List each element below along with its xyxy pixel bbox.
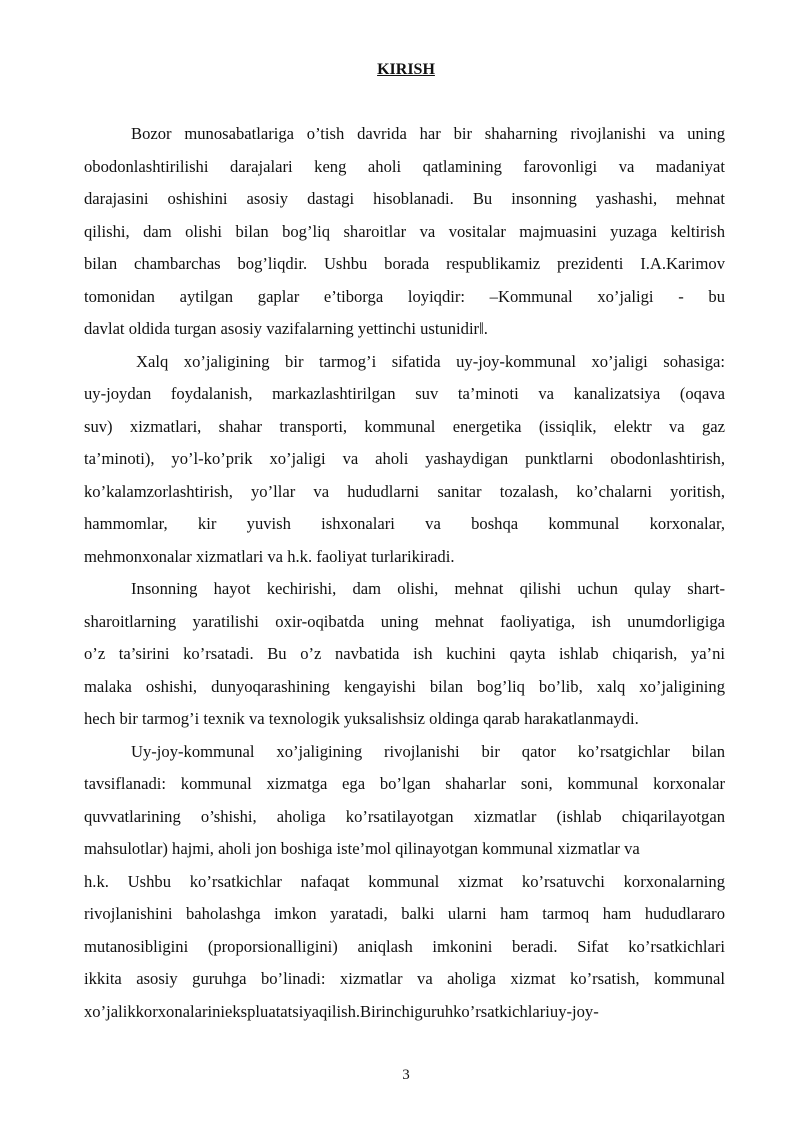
text-line: darajasini oshishini asosiy dastagi hisoblanadi. Bu insonning yashashi, mehnat	[84, 189, 725, 208]
text-line: Bozor munosabatlariga o’tish davrida har bir shaharning rivojlanishi va uning	[131, 124, 725, 143]
page-number: 3	[402, 1067, 410, 1083]
text-line: Uy-joy-kommunal xo’jaligining rivojlanishi bir qator ko’rsatgichlar bilan	[131, 742, 725, 761]
text-line: mehmonxonalar xizmatlari va h.k. faoliyat turlarikiradi.	[84, 547, 455, 566]
text-line: bilan chambarchas bog’liqdir. Ushbu borada respublikamiz prezidenti I.A.Karimov	[84, 254, 725, 273]
text-line: hammomlar, kir yuvish ishxonalari va boshqa kommunal korxonalar,	[84, 514, 725, 533]
text-line: Xalq xo’jaligining bir tarmog’i sifatida uy-joy-kommunal xo’jaligi sohasiga:	[136, 352, 725, 371]
text-line: obodonlashtirilishi darajalari keng aholi qatlamining farovonligi va madaniyat	[84, 157, 725, 176]
text-line: davlat oldida turgan asosiy vazifalarning yettinchi ustunidir‖.	[84, 319, 488, 338]
page-title: KIRISH	[377, 61, 435, 78]
text-line: xo’jalikkorxonalariniekspluatatsiyaqilish.Birinchiguruhko’rsatkichlariuy-joy-	[84, 1002, 599, 1021]
text-line: suv) xizmatlari, shahar transporti, kommunal energetika (issiqlik, elektr va gaz	[84, 417, 725, 436]
text-line: Insonning hayot kechirishi, dam olishi, mehnat qilishi uchun qulay shart-	[131, 579, 725, 598]
text-line: mutanosibligini (proporsionalligini) aniqlash imkonini beradi. Sifat ko’rsatkichlari	[84, 937, 725, 956]
text-line: ikkita asosiy guruhga bo’linadi: xizmatlar va aholiga xizmat ko’rsatish, kommunal	[84, 969, 725, 988]
text-line: ko’kalamzorlashtirish, yo’llar va hududlarni sanitar tozalash, ko’chalarni yoritish,	[84, 482, 725, 501]
text-line: quvvatlarining o’shishi, aholiga ko’rsatilayotgan xizmatlar (ishlab chiqarilayotgan	[84, 807, 725, 826]
text-line: h.k. Ushbu ko’rsatkichlar nafaqat kommunal xizmat ko’rsatuvchi korxonalarning	[84, 872, 725, 891]
text-line: rivojlanishini baholashga imkon yaratadi, balki ularni ham tarmoq ham hududlararo	[84, 904, 725, 923]
text-line: uy-joydan foydalanish, markazlashtirilgan suv ta’minoti va kanalizatsiya (oqava	[84, 384, 725, 403]
text-line: tavsiflanadi: kommunal xizmatga ega bo’lgan shaharlar soni, kommunal korxonalar	[84, 774, 725, 793]
text-line: sharoitlarning yaratilishi oxir-oqibatda uning mehnat faoliyatiga, ish unumdorligiga	[84, 612, 725, 631]
text-line: o’z ta’sirini ko’rsatadi. Bu o’z navbatida ish kuchini qayta ishlab chiqarish, ya’ni	[84, 644, 725, 663]
text-line: qilishi, dam olishi bilan bog’liq sharoitlar va vositalar majmuasini yuzaga keltirish	[84, 222, 725, 241]
text-line: mahsulotlar) hajmi, aholi jon boshiga iste’mol qilinayotgan kommunal xizmatlar va	[84, 839, 640, 858]
text-line: ta’minoti), yo’l-ko’prik xo’jaligi va aholi yashaydigan punktlarni obodonlashtirish,	[84, 449, 725, 468]
text-line: hech bir tarmog’i texnik va texnologik yuksalishsiz oldinga qarab harakatlanmaydi.	[84, 709, 639, 728]
text-line: malaka oshishi, dunyoqarashining kengayishi bilan bog’liq bo’lib, xalq xo’jaligining	[84, 677, 725, 696]
text-line: tomonidan aytilgan gaplar e’tiborga loyiqdir: –Kommunal xo’jaligi - bu	[84, 287, 725, 306]
